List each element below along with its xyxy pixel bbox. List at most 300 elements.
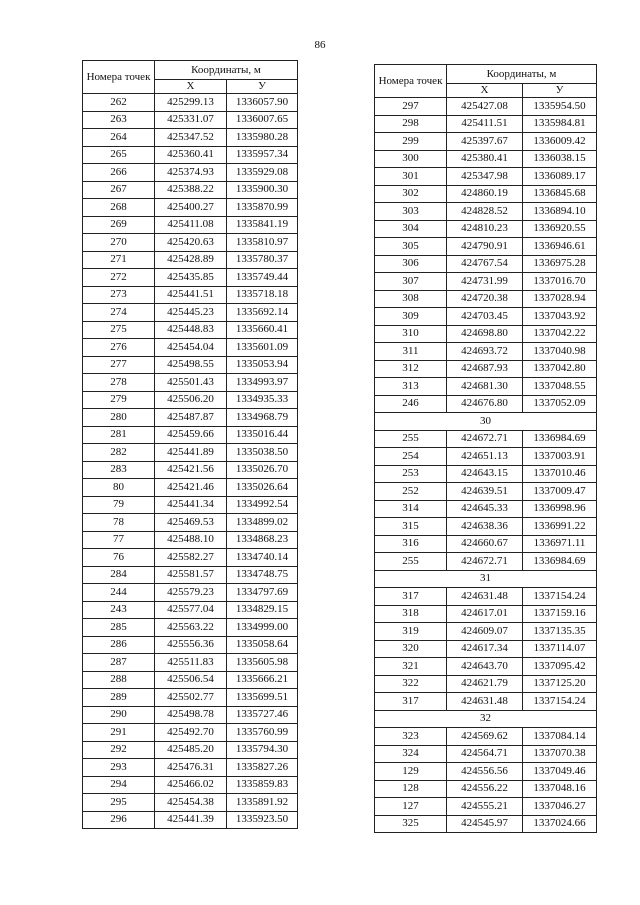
- y-coordinate-cell: 1337084.14: [523, 728, 597, 746]
- x-coordinate-cell: 425506.20: [155, 391, 227, 409]
- y-coordinate-cell: 1335666.21: [227, 671, 298, 689]
- point-number-cell: 320: [375, 640, 447, 658]
- table-row: [375, 290, 597, 308]
- y-coordinate-cell: 1336975.28: [523, 255, 597, 273]
- y-coordinate-cell: 1336845.68: [523, 185, 597, 203]
- table-row: [83, 251, 298, 269]
- point-number-cell: 243: [83, 601, 155, 619]
- y-coordinate-cell: 1334992.54: [227, 496, 298, 514]
- x-coordinate-cell: 425556.36: [155, 636, 227, 654]
- y-coordinate-cell: 1336894.10: [523, 203, 597, 221]
- y-coordinate-cell: 1335727.46: [227, 706, 298, 724]
- table-body-right: [375, 98, 597, 833]
- x-coordinate-cell: 424555.21: [447, 798, 523, 816]
- x-coordinate-cell: 425441.89: [155, 444, 227, 462]
- x-coordinate-cell: 425577.04: [155, 601, 227, 619]
- y-coordinate-cell: 1335900.30: [227, 181, 298, 199]
- x-coordinate-cell: 424681.30: [447, 378, 523, 396]
- y-coordinate-cell: 1334740.14: [227, 549, 298, 567]
- table-row: [83, 111, 298, 129]
- table-row: [83, 146, 298, 164]
- table-row: [83, 199, 298, 217]
- point-number-cell: 255: [375, 430, 447, 448]
- point-number-cell: 262: [83, 94, 155, 112]
- table-row: [83, 391, 298, 409]
- table-row: [375, 448, 597, 466]
- point-number-cell: 128: [375, 780, 447, 798]
- x-header: X: [155, 80, 227, 94]
- point-number-cell: 301: [375, 168, 447, 186]
- section-row: [375, 710, 597, 728]
- x-coordinate-cell: 424556.56: [447, 763, 523, 781]
- y-coordinate-cell: 1334868.23: [227, 531, 298, 549]
- y-coordinate-cell: 1334993.97: [227, 374, 298, 392]
- x-coordinate-cell: 425400.27: [155, 199, 227, 217]
- table-row: [375, 203, 597, 221]
- y-coordinate-cell: 1335780.37: [227, 251, 298, 269]
- table-row: [375, 553, 597, 571]
- x-coordinate-cell: 424639.51: [447, 483, 523, 501]
- section-row: [375, 413, 597, 431]
- y-coordinate-cell: 1335870.99: [227, 199, 298, 217]
- table-row: [83, 741, 298, 759]
- point-number-cell: 280: [83, 409, 155, 427]
- table-row: [375, 273, 597, 291]
- table-row: [83, 234, 298, 252]
- table-row: [83, 304, 298, 322]
- x-coordinate-cell: 425411.51: [447, 115, 523, 133]
- table-row: [83, 461, 298, 479]
- y-coordinate-cell: 1335891.92: [227, 794, 298, 812]
- table-body-left: [83, 94, 298, 829]
- table-row: [83, 724, 298, 742]
- x-coordinate-cell: 425579.23: [155, 584, 227, 602]
- table-row: [83, 496, 298, 514]
- y-coordinate-cell: 1337125.20: [523, 675, 597, 693]
- point-number-cell: 293: [83, 759, 155, 777]
- table-row: [83, 164, 298, 182]
- x-coordinate-cell: 424569.62: [447, 728, 523, 746]
- point-number-cell: 76: [83, 549, 155, 567]
- point-number-cell: 275: [83, 321, 155, 339]
- point-number-cell: 317: [375, 693, 447, 711]
- y-coordinate-cell: 1336057.90: [227, 94, 298, 112]
- table-row: [375, 185, 597, 203]
- point-number-cell: 294: [83, 776, 155, 794]
- y-coordinate-cell: 1337114.07: [523, 640, 597, 658]
- table-row: [83, 706, 298, 724]
- y-coordinate-cell: 1337135.35: [523, 623, 597, 641]
- y-coordinate-cell: 1337070.38: [523, 745, 597, 763]
- table-row: [375, 745, 597, 763]
- x-coordinate-cell: 424687.93: [447, 360, 523, 378]
- table-row: [83, 286, 298, 304]
- x-coordinate-cell: 424860.19: [447, 185, 523, 203]
- point-number-cell: 279: [83, 391, 155, 409]
- x-coordinate-cell: 425511.83: [155, 654, 227, 672]
- x-coordinate-cell: 424672.71: [447, 553, 523, 571]
- coordinates-table-right: [374, 64, 597, 833]
- x-coordinate-cell: 425331.07: [155, 111, 227, 129]
- x-coordinate-cell: 425347.98: [447, 168, 523, 186]
- point-number-cell: 277: [83, 356, 155, 374]
- y-coordinate-cell: 1335859.83: [227, 776, 298, 794]
- point-number-cell: 281: [83, 426, 155, 444]
- table-row: [375, 518, 597, 536]
- point-number-cell: 318: [375, 605, 447, 623]
- x-coordinate-cell: 425441.39: [155, 811, 227, 829]
- table-row: [83, 811, 298, 829]
- y-coordinate-cell: 1335794.30: [227, 741, 298, 759]
- y-coordinate-cell: 1335957.34: [227, 146, 298, 164]
- table-row: [83, 584, 298, 602]
- y-coordinate-cell: 1334935.33: [227, 391, 298, 409]
- y-coordinate-cell: 1337049.46: [523, 763, 597, 781]
- point-number-cell: 325: [375, 815, 447, 833]
- x-coordinate-cell: 424643.70: [447, 658, 523, 676]
- x-coordinate-cell: 424609.07: [447, 623, 523, 641]
- point-number-cell: 305: [375, 238, 447, 256]
- x-coordinate-cell: 424720.38: [447, 290, 523, 308]
- point-number-cell: 268: [83, 199, 155, 217]
- table-row: [375, 640, 597, 658]
- x-coordinate-cell: 424617.34: [447, 640, 523, 658]
- point-number-cell: 78: [83, 514, 155, 532]
- x-coordinate-cell: 425454.04: [155, 339, 227, 357]
- table-row: [83, 759, 298, 777]
- point-number-cell: 295: [83, 794, 155, 812]
- table-row: [83, 619, 298, 637]
- x-coordinate-cell: 425420.63: [155, 234, 227, 252]
- y-coordinate-cell: 1337154.24: [523, 588, 597, 606]
- y-coordinate-cell: 1337003.91: [523, 448, 597, 466]
- table-row: [83, 566, 298, 584]
- x-coordinate-cell: 425427.08: [447, 98, 523, 116]
- point-number-cell: 284: [83, 566, 155, 584]
- y-coordinate-cell: 1336007.65: [227, 111, 298, 129]
- y-coordinate-cell: 1335841.19: [227, 216, 298, 234]
- y-coordinate-cell: 1337048.55: [523, 378, 597, 396]
- point-number-cell: 314: [375, 500, 447, 518]
- point-number-cell: 315: [375, 518, 447, 536]
- y-coordinate-cell: 1336009.42: [523, 133, 597, 151]
- point-number-cell: 127: [375, 798, 447, 816]
- point-number-cell: 269: [83, 216, 155, 234]
- y-coordinate-cell: 1337159.16: [523, 605, 597, 623]
- table-row: [83, 479, 298, 497]
- x-coordinate-cell: 425502.77: [155, 689, 227, 707]
- x-coordinate-cell: 425421.56: [155, 461, 227, 479]
- point-number-cell: 278: [83, 374, 155, 392]
- table-row: [375, 378, 597, 396]
- x-coordinate-cell: 425445.23: [155, 304, 227, 322]
- table-row: [83, 689, 298, 707]
- table-row: [375, 588, 597, 606]
- x-coordinate-cell: 425466.02: [155, 776, 227, 794]
- point-number-cell: 283: [83, 461, 155, 479]
- x-coordinate-cell: 424621.79: [447, 675, 523, 693]
- x-coordinate-cell: 425469.53: [155, 514, 227, 532]
- x-coordinate-cell: 425492.70: [155, 724, 227, 742]
- y-coordinate-cell: 1335605.98: [227, 654, 298, 672]
- table-row: [375, 798, 597, 816]
- x-coordinate-cell: 425347.52: [155, 129, 227, 147]
- point-number-cell: 303: [375, 203, 447, 221]
- point-number-cell: 313: [375, 378, 447, 396]
- table-row: [83, 776, 298, 794]
- point-number-cell: 129: [375, 763, 447, 781]
- x-coordinate-cell: 425374.93: [155, 164, 227, 182]
- point-number-cell: 290: [83, 706, 155, 724]
- point-number-cell: 324: [375, 745, 447, 763]
- point-number-cell: 289: [83, 689, 155, 707]
- y-coordinate-cell: 1337046.27: [523, 798, 597, 816]
- x-coordinate-cell: 424767.54: [447, 255, 523, 273]
- x-coordinate-cell: 424672.71: [447, 430, 523, 448]
- y-coordinate-cell: 1335692.14: [227, 304, 298, 322]
- x-coordinate-cell: 425411.08: [155, 216, 227, 234]
- table-row: [375, 763, 597, 781]
- table-row: [83, 426, 298, 444]
- x-coordinate-cell: 425388.22: [155, 181, 227, 199]
- point-number-cell: 80: [83, 479, 155, 497]
- y-coordinate-cell: 1335016.44: [227, 426, 298, 444]
- point-number-cell: 79: [83, 496, 155, 514]
- point-number-cell: 291: [83, 724, 155, 742]
- x-coordinate-cell: 425421.46: [155, 479, 227, 497]
- x-coordinate-cell: 425441.34: [155, 496, 227, 514]
- y-coordinate-cell: 1336089.17: [523, 168, 597, 186]
- x-coordinate-cell: 424790.91: [447, 238, 523, 256]
- table-row: [83, 356, 298, 374]
- x-coordinate-cell: 424810.23: [447, 220, 523, 238]
- y-coordinate-cell: 1337043.92: [523, 308, 597, 326]
- point-number-cell: 311: [375, 343, 447, 361]
- point-number-cell: 298: [375, 115, 447, 133]
- point-number-cell: 285: [83, 619, 155, 637]
- table-row: [375, 693, 597, 711]
- y-coordinate-cell: 1336984.69: [523, 553, 597, 571]
- table-row: [375, 465, 597, 483]
- table-row: [375, 623, 597, 641]
- section-number: 30: [375, 413, 597, 431]
- table-row: [83, 321, 298, 339]
- y-coordinate-cell: 1336946.61: [523, 238, 597, 256]
- y-coordinate-cell: 1335827.26: [227, 759, 298, 777]
- x-coordinate-cell: 425498.55: [155, 356, 227, 374]
- table-row: [375, 658, 597, 676]
- x-coordinate-cell: 425563.22: [155, 619, 227, 637]
- x-coordinate-cell: 425581.57: [155, 566, 227, 584]
- y-coordinate-cell: 1335718.18: [227, 286, 298, 304]
- table-row: [83, 181, 298, 199]
- table-row: [375, 360, 597, 378]
- table-row: [375, 220, 597, 238]
- point-number-cell: 253: [375, 465, 447, 483]
- point-number-cell: 292: [83, 741, 155, 759]
- table-row: [83, 671, 298, 689]
- table-row: [375, 133, 597, 151]
- point-number-cell: 272: [83, 269, 155, 287]
- point-number-cell: 317: [375, 588, 447, 606]
- y-coordinate-cell: 1335980.28: [227, 129, 298, 147]
- table-row: [83, 216, 298, 234]
- point-number-cell: 288: [83, 671, 155, 689]
- table-row: [83, 269, 298, 287]
- point-number-cell: 321: [375, 658, 447, 676]
- x-coordinate-cell: 425459.66: [155, 426, 227, 444]
- x-coordinate-cell: 424638.36: [447, 518, 523, 536]
- y-coordinate-cell: 1334829.15: [227, 601, 298, 619]
- x-coordinate-cell: 424651.13: [447, 448, 523, 466]
- y-coordinate-cell: 1335038.50: [227, 444, 298, 462]
- y-coordinate-cell: 1336971.11: [523, 535, 597, 553]
- y-coordinate-cell: 1335984.81: [523, 115, 597, 133]
- x-coordinate-cell: 424703.45: [447, 308, 523, 326]
- y-coordinate-cell: 1336998.96: [523, 500, 597, 518]
- table-row: [375, 115, 597, 133]
- point-number-cell: 267: [83, 181, 155, 199]
- y-coordinate-cell: 1335058.64: [227, 636, 298, 654]
- point-number-header: Номера точек: [375, 65, 447, 98]
- x-coordinate-cell: 425498.78: [155, 706, 227, 724]
- x-coordinate-cell: 424693.72: [447, 343, 523, 361]
- x-coordinate-cell: 425428.89: [155, 251, 227, 269]
- table-row: [375, 728, 597, 746]
- table-row: [375, 343, 597, 361]
- x-coordinate-cell: 424676.80: [447, 395, 523, 413]
- table-row: [83, 374, 298, 392]
- point-number-cell: 316: [375, 535, 447, 553]
- table-row: [375, 675, 597, 693]
- x-coordinate-cell: 424660.67: [447, 535, 523, 553]
- table-row: [83, 636, 298, 654]
- point-number-cell: 246: [375, 395, 447, 413]
- y-coordinate-cell: 1335929.08: [227, 164, 298, 182]
- point-number-cell: 282: [83, 444, 155, 462]
- point-number-cell: 77: [83, 531, 155, 549]
- point-number-cell: 271: [83, 251, 155, 269]
- y-coordinate-cell: 1334999.00: [227, 619, 298, 637]
- point-number-cell: 266: [83, 164, 155, 182]
- point-number-cell: 273: [83, 286, 155, 304]
- point-number-cell: 244: [83, 584, 155, 602]
- point-number-cell: 263: [83, 111, 155, 129]
- table-row: [83, 549, 298, 567]
- table-row: [83, 601, 298, 619]
- y-coordinate-cell: 1337009.47: [523, 483, 597, 501]
- point-number-cell: 255: [375, 553, 447, 571]
- y-coordinate-cell: 1337042.22: [523, 325, 597, 343]
- point-number-cell: 276: [83, 339, 155, 357]
- page-number: 86: [314, 39, 326, 51]
- y-coordinate-cell: 1337042.80: [523, 360, 597, 378]
- point-number-header: Номера точек: [83, 61, 155, 94]
- y-coordinate-cell: 1335954.50: [523, 98, 597, 116]
- y-coordinate-cell: 1337052.09: [523, 395, 597, 413]
- point-number-cell: 300: [375, 150, 447, 168]
- section-number: 31: [375, 570, 597, 588]
- x-coordinate-cell: 425435.85: [155, 269, 227, 287]
- point-number-cell: 297: [375, 98, 447, 116]
- y-header: У: [227, 80, 298, 94]
- table-row: [83, 129, 298, 147]
- x-coordinate-cell: 424545.97: [447, 815, 523, 833]
- table-row: [375, 325, 597, 343]
- point-number-cell: 286: [83, 636, 155, 654]
- section-row: [375, 570, 597, 588]
- x-coordinate-cell: 424617.01: [447, 605, 523, 623]
- x-coordinate-cell: 425441.51: [155, 286, 227, 304]
- point-number-cell: 306: [375, 255, 447, 273]
- x-coordinate-cell: 424643.15: [447, 465, 523, 483]
- y-coordinate-cell: 1335923.50: [227, 811, 298, 829]
- table-row: [375, 430, 597, 448]
- y-coordinate-cell: 1335810.97: [227, 234, 298, 252]
- y-coordinate-cell: 1335026.64: [227, 479, 298, 497]
- y-coordinate-cell: 1337010.46: [523, 465, 597, 483]
- x-coordinate-cell: 425397.67: [447, 133, 523, 151]
- x-coordinate-cell: 425380.41: [447, 150, 523, 168]
- x-coordinate-cell: 424645.33: [447, 500, 523, 518]
- x-coordinate-cell: 425501.43: [155, 374, 227, 392]
- y-coordinate-cell: 1335749.44: [227, 269, 298, 287]
- x-header: X: [447, 84, 523, 98]
- point-number-cell: 312: [375, 360, 447, 378]
- point-number-cell: 254: [375, 448, 447, 466]
- point-number-cell: 264: [83, 129, 155, 147]
- table-row: [375, 98, 597, 116]
- point-number-cell: 252: [375, 483, 447, 501]
- point-number-cell: 310: [375, 325, 447, 343]
- table-row: [83, 409, 298, 427]
- x-coordinate-cell: 425299.13: [155, 94, 227, 112]
- x-coordinate-cell: 425485.20: [155, 741, 227, 759]
- y-coordinate-cell: 1337024.66: [523, 815, 597, 833]
- x-coordinate-cell: 425454.38: [155, 794, 227, 812]
- table-row: [83, 514, 298, 532]
- y-coordinate-cell: 1336920.55: [523, 220, 597, 238]
- table-row: [375, 483, 597, 501]
- table-row: [375, 780, 597, 798]
- table-row: [83, 654, 298, 672]
- table-row: [83, 531, 298, 549]
- coordinates-header: Координаты, м: [447, 65, 597, 84]
- table-row: [83, 794, 298, 812]
- x-coordinate-cell: 425506.54: [155, 671, 227, 689]
- x-coordinate-cell: 425476.31: [155, 759, 227, 777]
- x-coordinate-cell: 424731.99: [447, 273, 523, 291]
- coordinates-header: Координаты, м: [155, 61, 298, 80]
- point-number-cell: 287: [83, 654, 155, 672]
- y-coordinate-cell: 1334797.69: [227, 584, 298, 602]
- y-coordinate-cell: 1334899.02: [227, 514, 298, 532]
- coordinates-table-left: [82, 60, 298, 829]
- table-row: [375, 605, 597, 623]
- point-number-cell: 304: [375, 220, 447, 238]
- y-coordinate-cell: 1337040.98: [523, 343, 597, 361]
- table-row: [83, 94, 298, 112]
- y-coordinate-cell: 1334748.75: [227, 566, 298, 584]
- y-coordinate-cell: 1336984.69: [523, 430, 597, 448]
- table-row: [375, 150, 597, 168]
- point-number-cell: 322: [375, 675, 447, 693]
- y-coordinate-cell: 1335760.99: [227, 724, 298, 742]
- x-coordinate-cell: 424564.71: [447, 745, 523, 763]
- point-number-cell: 270: [83, 234, 155, 252]
- table-row: [83, 444, 298, 462]
- y-coordinate-cell: 1336991.22: [523, 518, 597, 536]
